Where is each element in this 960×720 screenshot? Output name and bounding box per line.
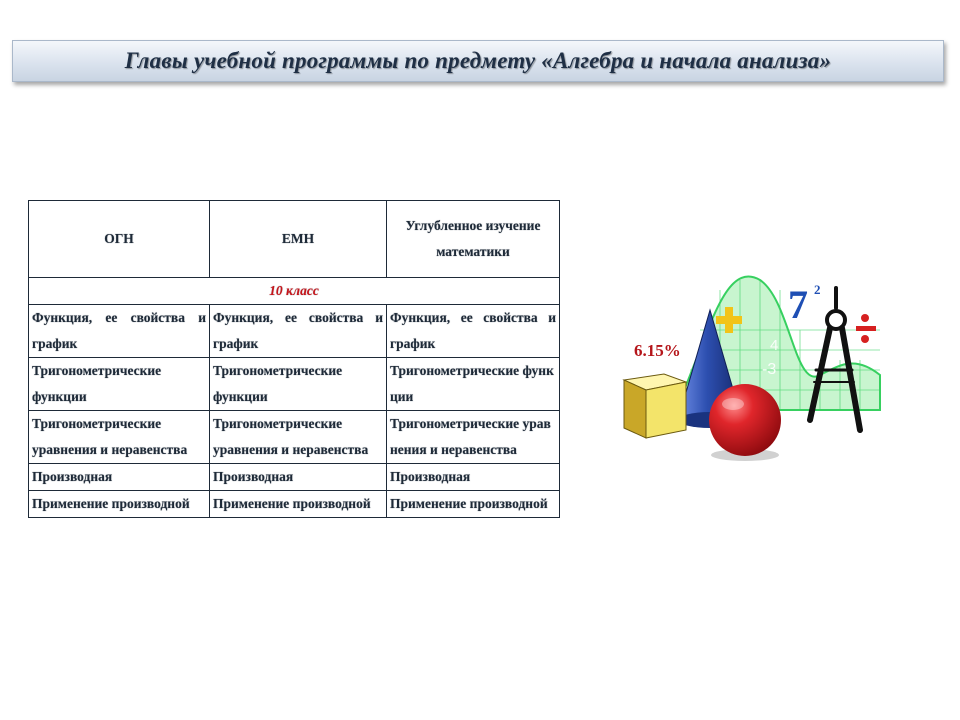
class-label: 10 класс <box>29 278 560 305</box>
table-cell: Функция, ее свойства и график <box>210 305 387 358</box>
header-ogn: ОГН <box>29 201 210 278</box>
table-cell: Применение производной <box>210 491 387 518</box>
table-cell: Производная <box>387 464 560 491</box>
sphere-icon <box>709 384 781 461</box>
table-cell: Тригонометрические функции <box>210 358 387 411</box>
table-cell: Производная <box>210 464 387 491</box>
slide-title: Главы учебной программы по предмету «Алгебра и начала анализа» <box>124 48 832 73</box>
table-cell: Производная <box>29 464 210 491</box>
table-cell: Тригонометрические функции <box>29 358 210 411</box>
math-clipart <box>620 270 885 470</box>
cube-icon <box>624 374 686 438</box>
exponent-label: 2 <box>814 282 821 297</box>
table-cell: Тригонометрические уравнения и неравенства <box>29 411 210 464</box>
table-cell: Применение производной <box>387 491 560 518</box>
table-row <box>29 491 560 518</box>
header-advanced: Углубленное изучение математики <box>387 201 560 278</box>
class-row <box>29 278 560 305</box>
table-cell: Тригонометрические уравнения и неравенства <box>387 411 560 464</box>
title-banner <box>12 40 944 82</box>
table-row <box>29 411 560 464</box>
division-icon <box>856 314 876 343</box>
svg-text:4: 4 <box>770 337 779 354</box>
table-header-row <box>29 201 560 278</box>
table-row <box>29 464 560 491</box>
svg-text:-3: -3 <box>762 361 777 378</box>
table-cell: Функция, ее свойства и график <box>387 305 560 358</box>
percent-label: 6.15% <box>634 341 681 360</box>
table-cell: Тригонометрические функции <box>387 358 560 411</box>
number-label: 7 <box>788 282 808 327</box>
table-cell: Применение производной <box>29 491 210 518</box>
header-emn: ЕМН <box>210 201 387 278</box>
table-cell: Тригонометрические уравнения и неравенства <box>210 411 387 464</box>
table-row <box>29 358 560 411</box>
curriculum-table <box>28 200 560 518</box>
table-row <box>29 305 560 358</box>
table-cell: Функция, ее свойства и график <box>29 305 210 358</box>
